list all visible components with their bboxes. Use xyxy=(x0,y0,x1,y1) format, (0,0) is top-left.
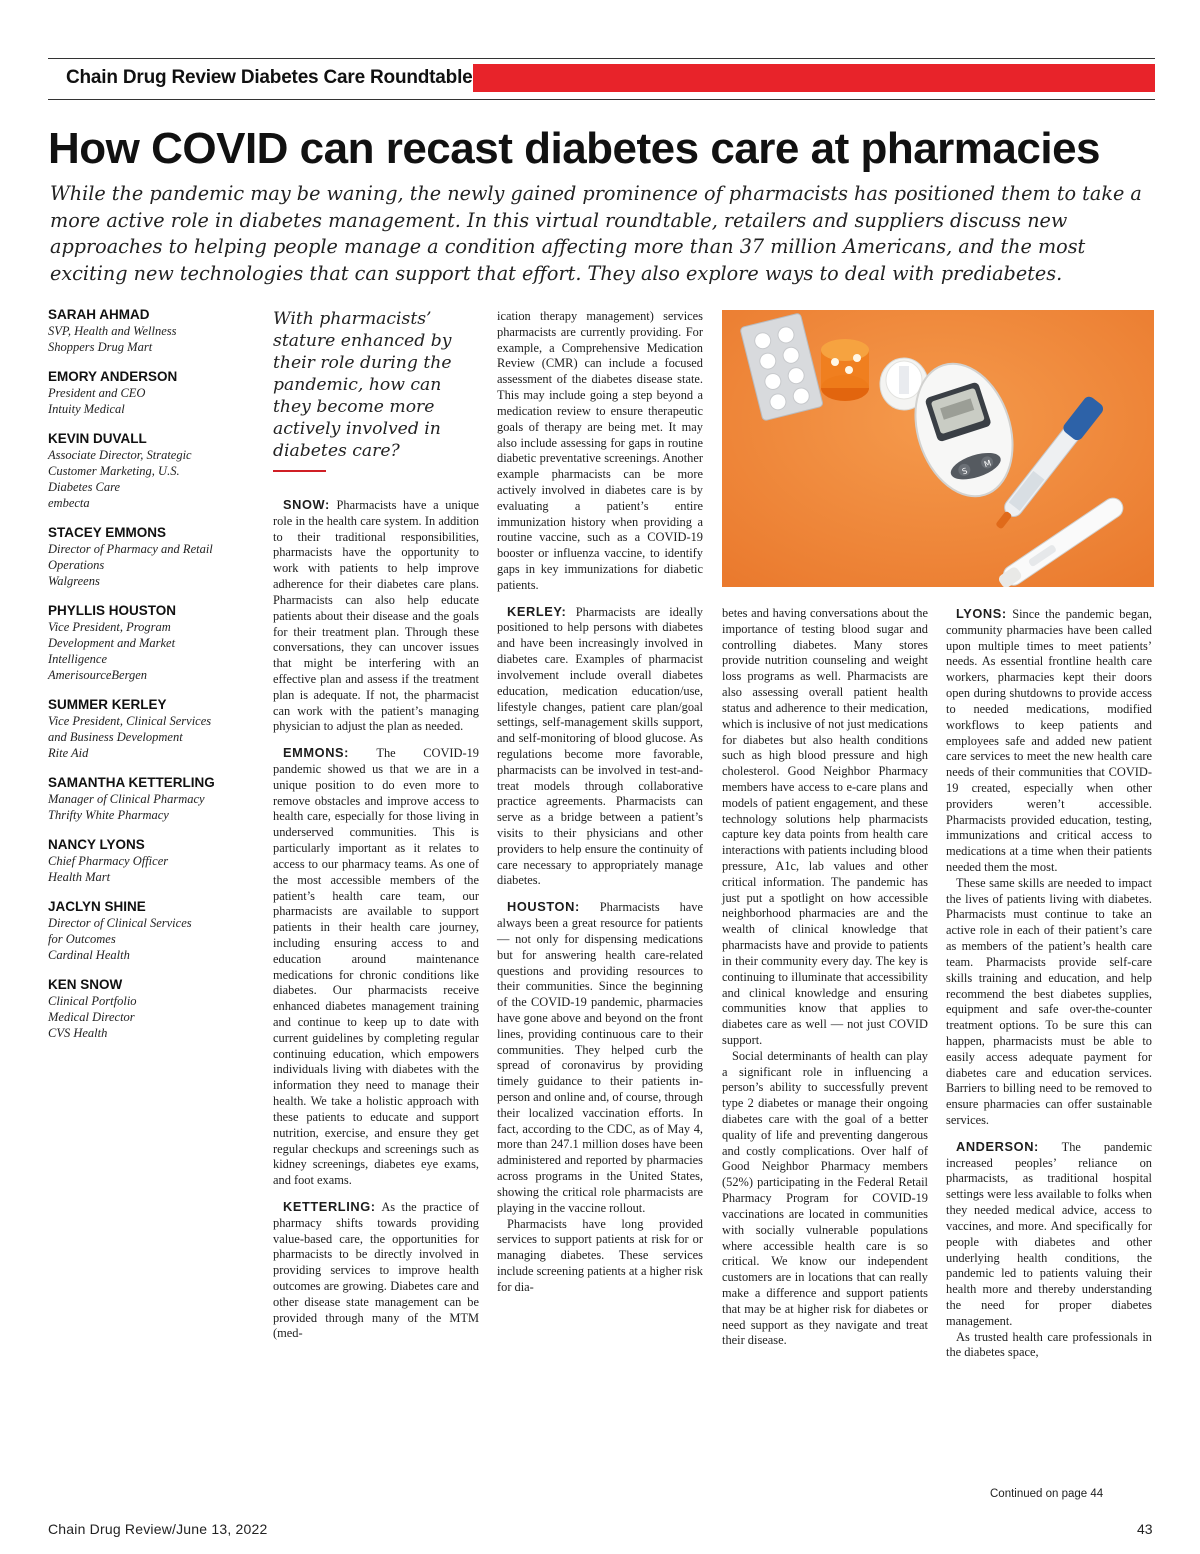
participant-role: Thrifty White Pharmacy xyxy=(48,808,169,822)
body-paragraph xyxy=(273,1199,479,1342)
speaker-name: HOUSTON: xyxy=(507,899,580,915)
meter-button-m: M xyxy=(982,458,993,470)
participant-name: SUMMER KERLEY xyxy=(48,697,167,712)
banner-accent-bar xyxy=(473,64,1155,92)
participant-name: NANCY LYONS xyxy=(48,837,145,852)
body-paragraph xyxy=(946,876,1152,1129)
continued-note: Continued on page 44 xyxy=(990,1488,1104,1500)
participant-role: Vice President, Clinical Services xyxy=(48,714,212,728)
paragraph-text: As the practice of pharmacy shifts towards providing value-based care, the opportunities for pharmacists to be directly involved in providing services to improve health outcomes are growing. Diabetes care and other disease state management can be provided through many of the MTM (med- xyxy=(273,1199,479,1341)
participant-role: Associate Director, Strategic xyxy=(48,448,192,462)
participant xyxy=(48,696,253,761)
participant xyxy=(48,430,253,511)
body-paragraph xyxy=(273,745,479,1189)
participant-role: Diabetes Care xyxy=(48,480,121,494)
participant-role: Director of Pharmacy and Retail xyxy=(48,542,213,556)
paragraph-text: As trusted health care professionals in the diabetes space, xyxy=(946,1329,1152,1360)
speaker-name: ANDERSON: xyxy=(956,1138,1039,1154)
body-paragraph xyxy=(273,497,479,735)
article-headline: How COVID can recast diabetes care at pharmacies xyxy=(48,124,1101,173)
speaker-name: KERLEY: xyxy=(507,603,567,619)
participant-name: KEN SNOW xyxy=(48,977,123,992)
footer-publication: Chain Drug Review/June 13, 2022 xyxy=(48,1521,268,1537)
participant-role: Rite Aid xyxy=(48,746,89,760)
participant-name: JACLYN SHINE xyxy=(48,899,146,914)
paragraph-text: These same skills are needed to impact the lives of patients living with diabetes. Pharmacists must continue to take an active role in each of their patient’s care as members of the patient’s health care team. Pharmacists provide self-care skills training and education, and help recommend the best diabetes supplies, equipment and safe over-the-counter treatment options. To be sure this can happen, pharmacists must be able to easily access adequate payment for diabetes care and education services. Barriers to billing need to be removed to ensure pharmacies can offer sustainable services. xyxy=(946,875,1152,1127)
participant-role: Vice President, Program xyxy=(48,620,171,634)
body-column-4 xyxy=(946,606,1152,1361)
body-column-3 xyxy=(722,606,928,1349)
participant-name: SARAH AHMAD xyxy=(48,307,150,322)
participant-role: Cardinal Health xyxy=(48,948,130,962)
meter-button-s: S xyxy=(960,466,969,477)
question-rule xyxy=(273,470,326,472)
body-paragraph xyxy=(946,1330,1152,1362)
body-paragraph xyxy=(497,309,703,594)
speaker-name: SNOW: xyxy=(283,497,330,512)
participant-role: and Business Development xyxy=(48,730,183,744)
participant-role: for Outcomes xyxy=(48,932,116,946)
participant-role: embecta xyxy=(48,496,90,510)
participant-name: STACEY EMMONS xyxy=(48,525,167,540)
participant-role: Customer Marketing, U.S. xyxy=(48,464,180,478)
photo-illustration xyxy=(722,310,1154,587)
participant xyxy=(48,368,253,417)
participant-role: Walgreens xyxy=(48,574,100,588)
section-banner xyxy=(48,58,1155,100)
participant-name: PHYLLIS HOUSTON xyxy=(48,603,177,618)
participant-role: AmerisourceBergen xyxy=(48,668,148,682)
paragraph-text: Since the pandemic began, community pharmacies have been called upon multiple times to meet patients’ needs. As essential frontline health care workers, pharmacies kept their doors open during shutdowns to provide access to needed medications, modified workflows to keep patients and employees safe and added new patient care services to meet the new health care needs of their communities that COVID-19 created, especially when other providers weren’t accessible. Pharmacists provided education, testing, immunizations and critical access to medications at a time when their patients needed them the most. xyxy=(946,607,1152,874)
speaker-name: KETTERLING: xyxy=(283,1198,376,1214)
pill-bottle xyxy=(821,339,869,401)
participant-name: KEVIN DUVALL xyxy=(48,431,147,446)
participant xyxy=(48,836,253,885)
participant xyxy=(48,306,253,355)
speaker-name: EMMONS: xyxy=(283,745,350,761)
participant-role: Intelligence xyxy=(48,652,107,666)
paragraph-text: Pharmacists have a unique role in the health care system. In addition to their traditional responsibilities, pharmacists have the opportunity to work with patients to help improve adherence for their diabetes care plans. Pharmacists can also help educate patients about their disease and the goals for their treatment plan. Through these conversations, they can uncover issues that might be interfering with an effective plan and assess if the treatment plan is adequate. If not, the pharmacist can work with the patient’s managing physician to adjust the plan as needed. xyxy=(273,498,479,734)
body-column-1 xyxy=(273,497,479,1342)
diabetes-supplies-photo xyxy=(722,310,1154,587)
body-paragraph xyxy=(497,604,703,890)
participant-role: Development and Market xyxy=(48,636,176,650)
paragraph-text: betes and having conversations about the importance of testing blood sugar and controlling diabetes. Many stores provide nutrition counseling and weight loss programs as well. Pharmacists are also assessing overall patient health status and adherence to their medication, which is inclusive of not just medications for diabetes but also health conditions such as high blood pressure and high cholesterol. Good Neighbor Pharmacy members have access to e-care plans and models of patient engagement, and these technology solutions help pharmacists capture key data points from health care interactions with patients including blood pressure, A1c, lab values and other critical information. The pandemic has just put a spotlight on how accessible neighborhood pharmacies are and the wealth of clinical knowledge that pharmacists have and provide to patients in their community every day. The key is continuing to illuminate that accessibility and clinical knowledge and ensuring communities know that applies to diabetes care as well — not just COVID support. xyxy=(722,606,928,1047)
paragraph-text: Pharmacists are ideally positioned to help persons with diabetes and have been increasingly involved in diabetes care. Examples of pharmacist involvement include overall diabetes education, medication education/use, lifestyle changes, patient care plan/goal settings, self-management skills support, and self-monitoring of blood glucose. As regulations become more favorable, pharmacists can be involved in test-and-treat models through collaborative practice agreements. Pharmacists can serve as a bridge between a patient’s visits to their physicians and other providers to help ensure the continuity of care necessary to appropriately manage diabetes. xyxy=(497,604,703,888)
body-column-2 xyxy=(497,309,703,1296)
participant-role: Health Mart xyxy=(48,870,111,884)
participant-role: Clinical Portfolio xyxy=(48,994,137,1008)
participant-role: Chief Pharmacy Officer xyxy=(48,854,169,868)
participant xyxy=(48,976,253,1041)
participant-role: Operations xyxy=(48,558,105,572)
participant-role: Medical Director xyxy=(48,1010,135,1024)
participant xyxy=(48,774,253,823)
participant xyxy=(48,898,253,963)
participant-role: Shoppers Drug Mart xyxy=(48,340,153,354)
page-number: 43 xyxy=(1137,1521,1153,1537)
body-paragraph xyxy=(497,899,703,1216)
participant-name: SAMANTHA KETTERLING xyxy=(48,775,215,790)
paragraph-text: Pharmacists have long provided services to support patients at risk for or managing diabetes. These services include screening patients at a higher risk for dia- xyxy=(497,1216,703,1294)
participant-role: CVS Health xyxy=(48,1026,108,1040)
paragraph-text: The pandemic increased peoples’ reliance on pharmacists, as traditional hospital settings were less available to folks when they needed medical advice, access to vaccines, and more. And specifically for people with diabetes and other underlying health conditions, the pandemic led to patients valuing their health more and thereby understanding the need for proper diabetes management. xyxy=(946,1139,1152,1328)
paragraph-text: Social determinants of health can play a significant role in influencing a person’s ability to successfully prevent type 2 diabetes or manage their ongoing diabetes care with the goal of a better quality of life and preventing dangerous and costly complications. Over half of Good Neighbor Pharmacy members (52%) participating in the Federal Retail Pharmacy Program for COVID-19 vaccinations are located in communities with socially vulnerable populations where accessible health care is so critical. We know our independent customers are in locations that can really make a difference and support patients that may be at higher risk for diabetes or need support as they navigate and treat their disease. xyxy=(722,1048,928,1348)
body-paragraph xyxy=(722,606,928,1049)
roundtable-question: With pharmacists’ stature enhanced by their role during the pandemic, how can they become more actively involved in diabetes care? xyxy=(273,309,452,461)
article-deck: While the pandemic may be waning, the newly gained prominence of pharmacists has positioned them to take a more active role in diabetes management. In this virtual roundtable, retailers and suppliers discuss new approaches to helping people manage a condition affecting more than 37 million Americans, and the most exciting new technologies that can support that effort. They also explore ways to deal with prediabetes. xyxy=(50,182,1142,285)
participant-role: Manager of Clinical Pharmacy xyxy=(48,792,205,806)
banner-label: Chain Drug Review Diabetes Care Roundtable xyxy=(66,67,473,88)
body-paragraph xyxy=(722,1049,928,1349)
participant-role: President and CEO xyxy=(48,386,146,400)
body-paragraph xyxy=(946,606,1152,876)
participant-roster xyxy=(48,306,253,1054)
participant-role: Director of Clinical Services xyxy=(48,916,192,930)
paragraph-text: Pharmacists have always been a great resource for patients — not only for dispensing medications but for answering health care-related questions and providing resources to their communities. Since the beginning of the COVID-19 pandemic, pharmacies have gone above and beyond on the front lines, providing continuous care to their communities. They helped curb the spread of coronavirus by providing timely guidance to their patients in-person and online and, of course, through their localized vaccination efforts. In fact, according to the CDC, as of May 4, more than 247.1 million doses have been administered and reported by pharmacies across programs in the United States, showing the critical role pharmacists are playing in the vaccine rollout. xyxy=(497,900,703,1215)
paragraph-text: ication therapy management) services pharmacists are currently providing. For example, a Comprehensive Medication Review (CMR) can include a focused assessment of the diabetes disease state. This may include going a step beyond a medication review to ensure therapeutic goals of therapy are being met. It may also include assessing for gaps in routine diabetic preventative screenings. Another example pharmacists can be more actively involved in diabetes care is by evaluating a patient’s entire immunization history when providing a routine vaccine, such as a COVID-19 booster or influenza vaccine, to identify gaps in key immunizations for diabetic patients. xyxy=(497,309,703,592)
body-paragraph xyxy=(497,1217,703,1296)
participant-name: EMORY ANDERSON xyxy=(48,369,178,384)
speaker-name: LYONS: xyxy=(956,606,1007,621)
participant xyxy=(48,524,253,589)
participant-role: SVP, Health and Wellness xyxy=(48,324,177,338)
participant xyxy=(48,602,253,683)
body-paragraph xyxy=(946,1139,1152,1330)
paragraph-text: The COVID-19 pandemic showed us that we are in a unique position to do even more to remove obstacles and improve access to health care, especially for those living in underserved communities. This is particularly important as it relates to access to our pharmacy teams. As one of the most accessible members of the patient’s health care team, our pharmacists are available to support patients in their health care journey, including ensuring access to and education around maintenance medications for chronic conditions like diabetes. Our pharmacists receive enhanced diabetes management training and continue to keep up to date with current guidelines by completing regular continuing education, which empowers individuals living with diabetes with the information they need to manage their health. We take a holistic approach with these patients to educate and support nutrition, exercise, and ensure they get regular checkups and screenings such as kidney screenings, diabetes eye exams, and foot exams. xyxy=(273,746,479,1188)
participant-role: Intuity Medical xyxy=(48,402,125,416)
